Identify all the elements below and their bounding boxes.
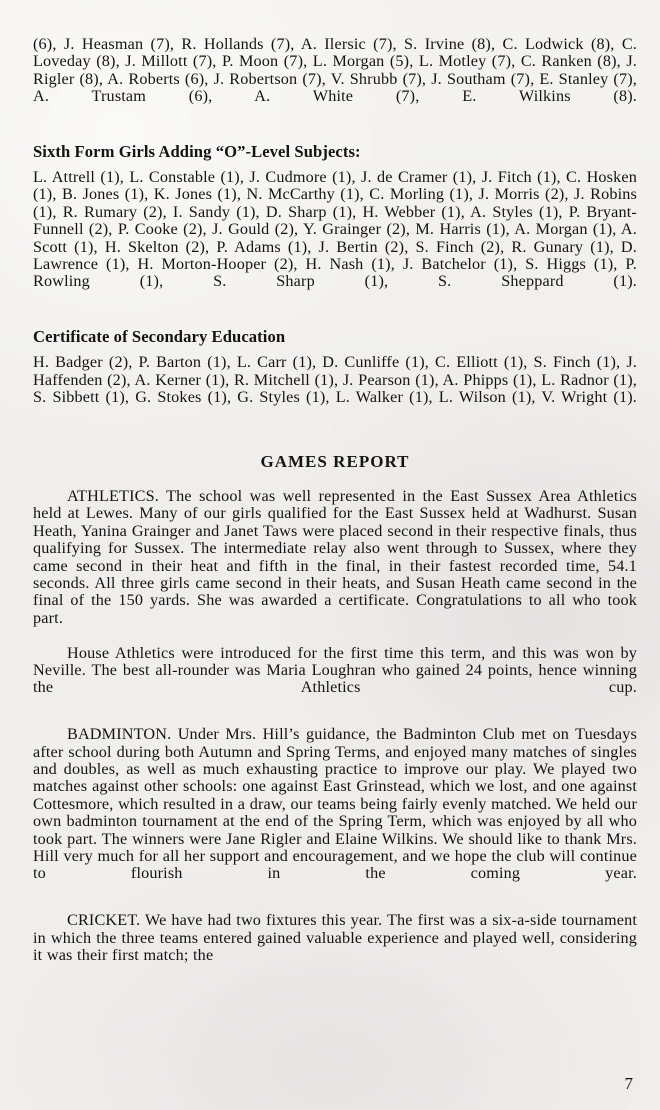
cse-name-list: H. Badger (2), P. Barton (1), L. Carr (1), D. Cunliffe (1), C. Elliott (1), S. Finch (1), J. Haffenden (2), A. Kerner (1), R. Mitchell (1), J. Pearson (1), A. Phipps (1), L. Radnor (1), S. Sibbett (1), G. Stokes (1), G. Styles (1), L. Walker (1), L. Wilson (1), V. Wright (1). [33, 353, 637, 407]
spacer [33, 472, 637, 488]
spacer [33, 308, 637, 327]
paragraph-cricket: CRICKET. We have had two fixtures this year. The first was a six-a-side tournament in which the three teams entered gained valuable experience and played well, considering it was their first match; the [33, 911, 637, 965]
paragraph-badminton: BADMINTON. Under Mrs. Hill’s guidance, the Badminton Club met on Tuesdays after school during both Autumn and Spring Terms, and enjoyed many matches of singles and doubles, as well as much exhausting practice to improve our play. We played two matches against other schools: one against East Grinstead, which we lost, and one against Cottesmore, which resulted in a draw, our teams being fairly evenly matched. We held our own badminton tournament at the end of the Spring Term, which was enjoyed by all who took part. The winners were Jane Rigler and Elaine Wilkins. We should like to thank Mrs. Hill very much for all her support and encouragement, and we hope the club will continue to flourish in the coming year. [33, 725, 637, 883]
heading-certificate-secondary-education: Certificate of Secondary Education [33, 327, 286, 347]
continued-exam-list: (6), J. Heasman (7), R. Hollands (7), A. Ilersic (7), S. Irvine (8), C. Lodwick (8), C. Loveday (8), J. Millott (7), P. Moon (7), L. Morgan (5), L. Motley (7), C. Ranken (8), J. Rigler (8), A. Roberts (6), J. Robertson (7), V. Shrubb (7), J. Southam (7), E. Stanley (7), A. Trustam (6), A. White (7), E. Wilkins (8). [33, 35, 637, 106]
spacer [33, 123, 637, 142]
paragraph-house-athletics: House Athletics were introduced for the first time this term, and this was won by Neville. The best all-rounder was Maria Loughran who gained 24 points, hence winning the Athletics cup. [33, 643, 637, 697]
paragraph-athletics: ATHLETICS. The school was well represented in the East Sussex Area Athletics held at Lewes. Many of our girls qualified for the East Sussex held at Wadhurst. Susan Heath, Yanina Grainger and Janet Taws were placed second in their respective finals, thus qualifying for Sussex. The intermediate relay also went through to Sussex, where they came second in their heat and fifth in the final, in their fastest recorded time, 54.1 seconds. All three girls came second in their heats, and Susan Heath came second in the final of the 150 yards. She was awarded a certificate. Congratulations to all who took part. [33, 486, 637, 627]
sixth-form-name-list: L. Attrell (1), L. Constable (1), J. Cudmore (1), J. de Cramer (1), J. Fitch (1), C. Hosken (1), B. Jones (1), K. Jones (1), N. McCarthy (1), C. Morling (1), J. Morris (2), J. Robins (1), R. Rumary (2), I. Sandy (1), D. Sharp (1), H. Webber (1), A. Styles (1), P. Bryant-Funnell (2), P. Cooke (2), J. Gould (2), Y. Grainger (2), M. Harris (1), A. Morgan (1), A. Scott (1), H. Skelton (2), P. Adams (1), J. Bertin (2), S. Finch (2), R. Gunary (1), D. Lawrence (1), H. Morton-Hooper (2), H. Nash (1), J. Batchelor (1), S. Higgs (1), P. Rowling (1), S. Sharp (1), S. Sheppard (1). [33, 168, 637, 291]
heading-games-report: GAMES REPORT [260, 451, 410, 471]
page-content [33, 36, 637, 964]
spacer [33, 424, 637, 452]
page-number: 7 [624, 1074, 633, 1093]
heading-sixth-form-o-level: Sixth Form Girls Adding “O”-Level Subjects: [33, 142, 361, 162]
